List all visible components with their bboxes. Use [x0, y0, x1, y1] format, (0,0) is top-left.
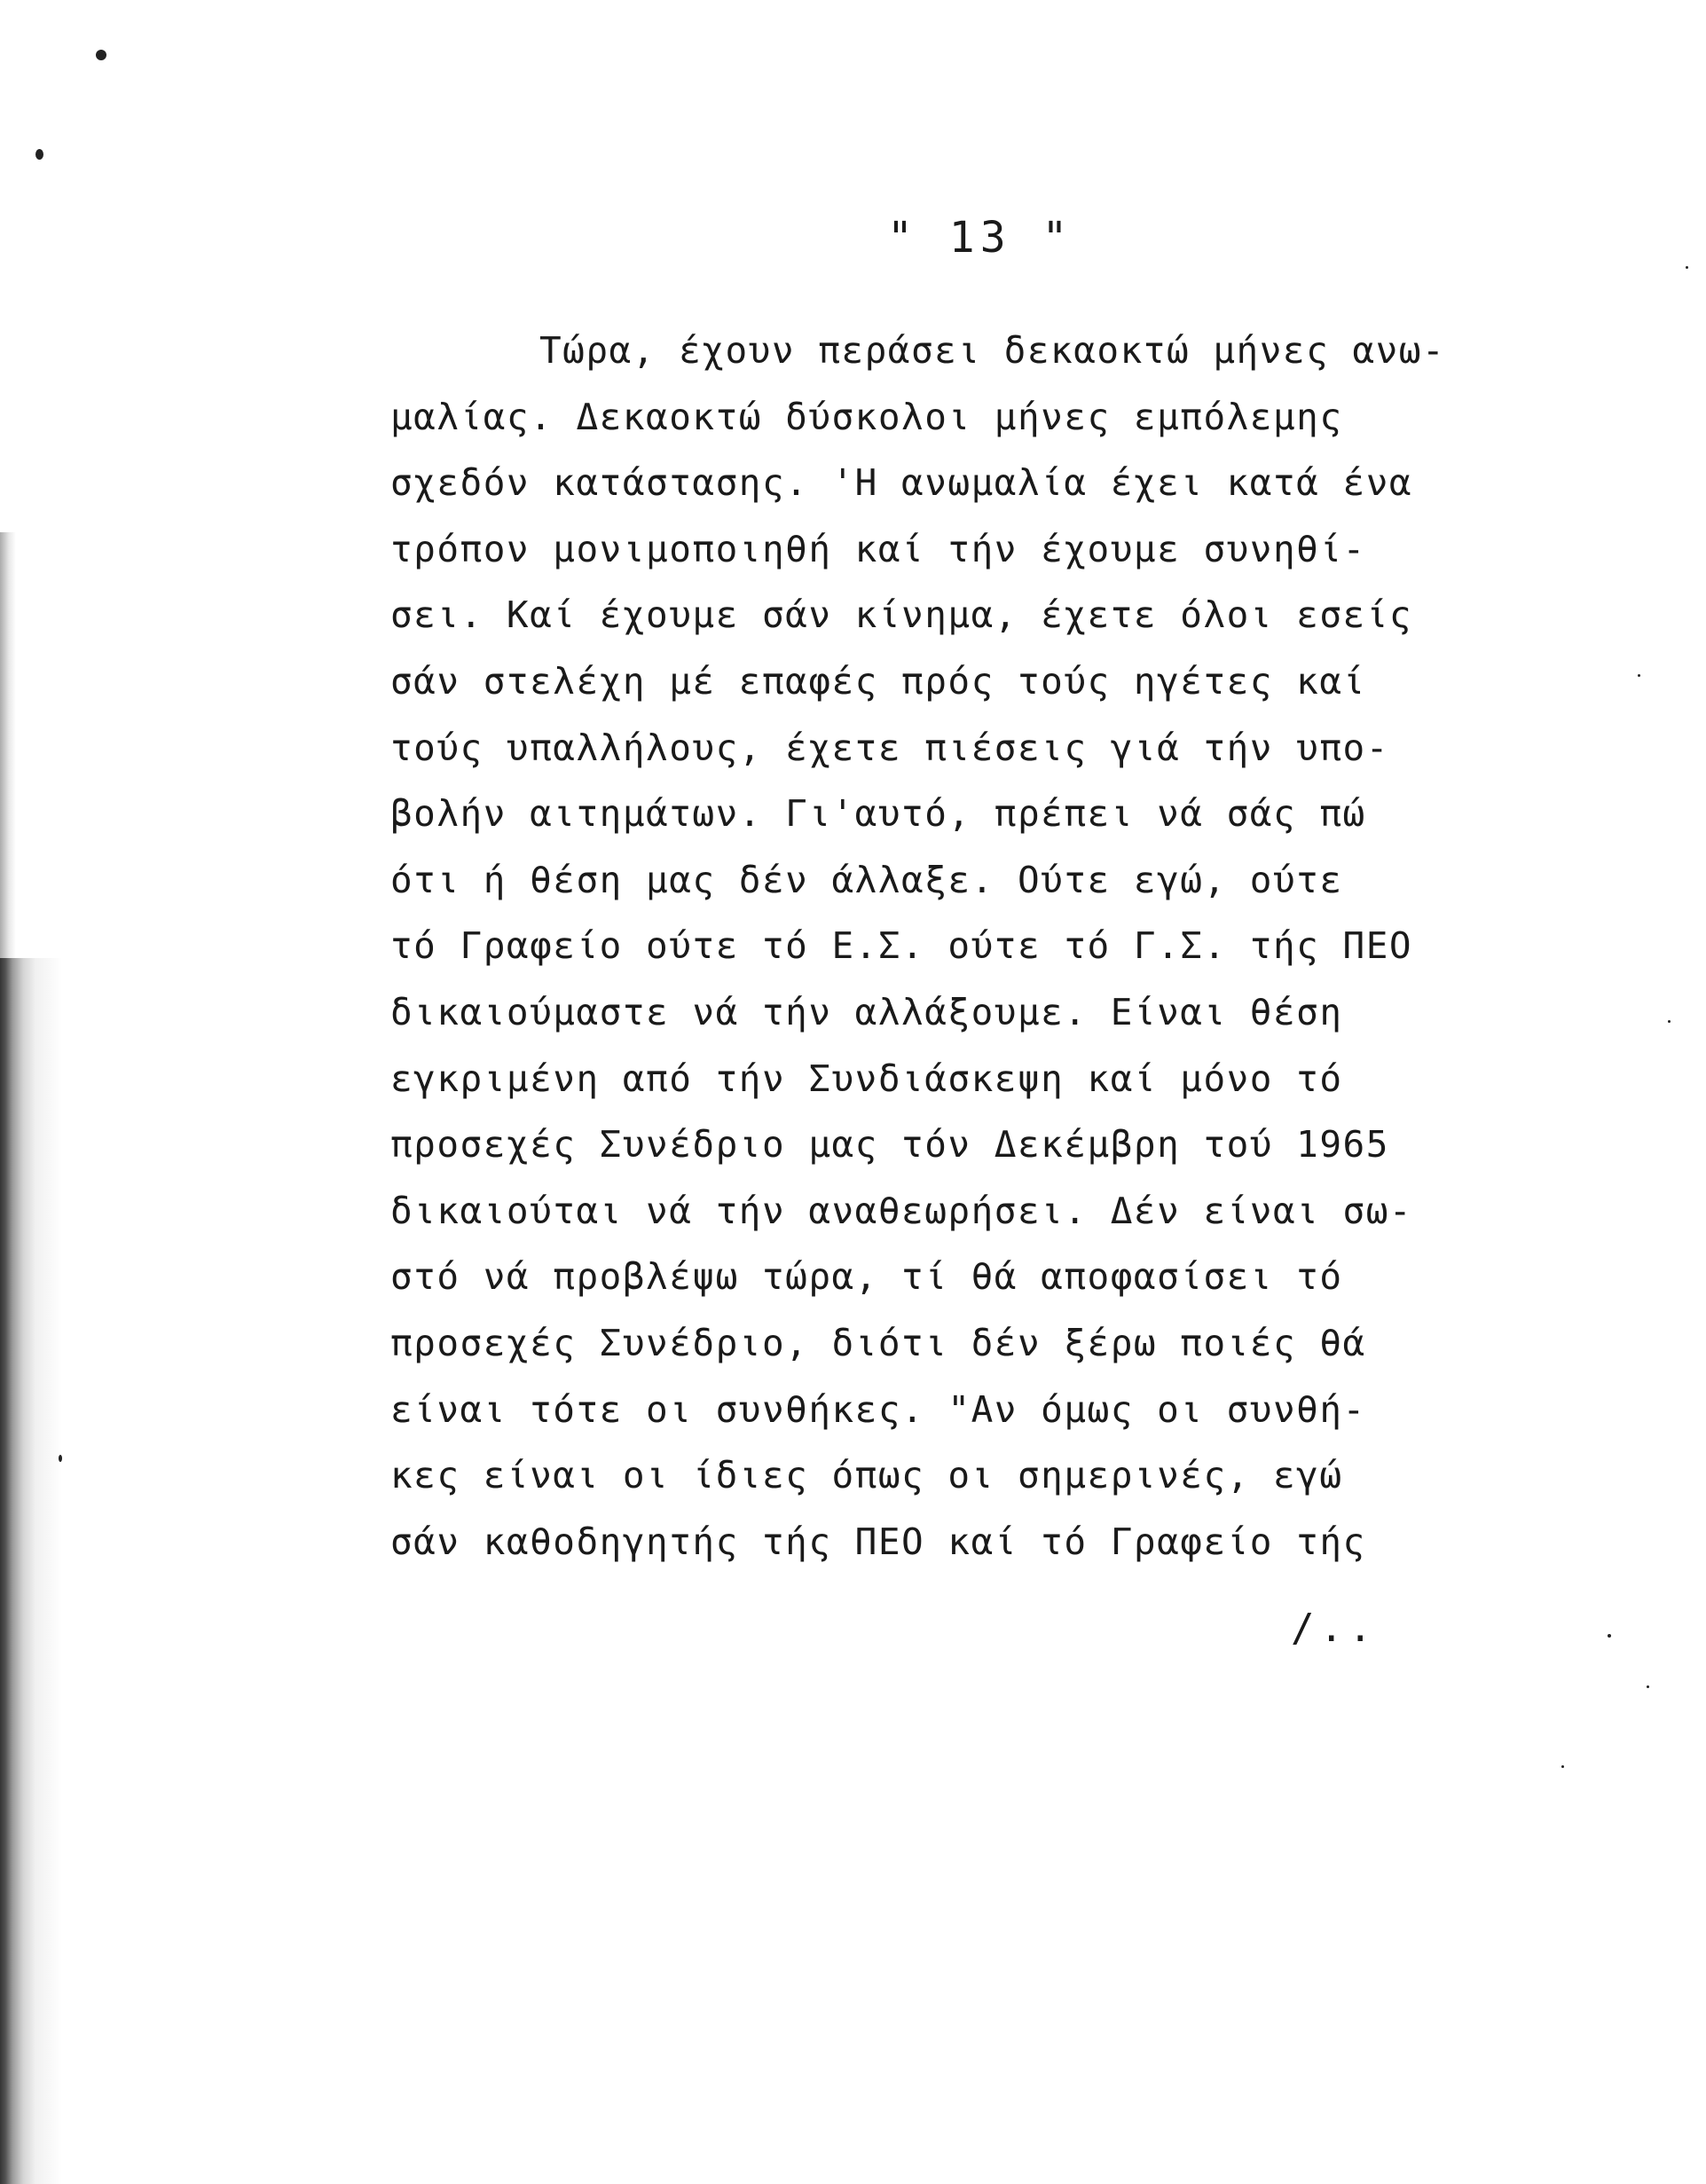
text-line: Τώρα, έχουν περάσει δεκαοκτώ μήνες ανω-: [539, 329, 1446, 372]
text-line: κες είναι οι ίδιες όπως οι σημερινές, εγώ: [390, 1454, 1343, 1497]
scan-binding-edge: [0, 958, 62, 2184]
scan-speck: [1668, 1020, 1671, 1023]
body-text: [390, 318, 1632, 1575]
text-line: προσεχές Συνέδριο μας τόν Δεκέμβρη τού 1965: [390, 1123, 1389, 1167]
text-line: προσεχές Συνέδριο, διότι δέν ξέρω ποιές θά: [390, 1321, 1366, 1364]
text-line: σάν καθοδηγητής τής ΠΕΟ καί τό Γραφείο τής: [390, 1520, 1366, 1563]
text-line: στό νά προβλέψω τώρα, τί θά αποφασίσει τό: [390, 1255, 1343, 1299]
scan-speck: [1647, 1685, 1649, 1688]
text-line: είναι τότε οι συνθήκες. "Αν όμως οι συνθή-: [390, 1387, 1366, 1431]
scan-speck: [96, 50, 106, 60]
text-line: σχεδόν κατάστασης. 'Η ανωμαλία έχει κατά ένα: [390, 461, 1413, 505]
text-line: τρόπον μονιμοποιηθή καί τήν έχουμε συνηθί-: [390, 527, 1366, 570]
text-line: βολήν αιτημάτων. Γι'αυτό, πρέπει νά σάς πώ: [390, 792, 1366, 836]
text-line: μαλίας. Δεκαοκτώ δύσκολοι μήνες εμπόλεμης: [390, 395, 1343, 438]
scan-speck: [59, 1455, 62, 1462]
text-line: εγκριμένη από τήν Συνδιάσκεψη καί μόνο τό: [390, 1057, 1343, 1100]
text-line: ότι ή θέση μας δέν άλλαξε. Ούτε εγώ, ούτε: [390, 858, 1343, 901]
text-line: τό Γραφείο ούτε τό Ε.Σ. ούτε τό Γ.Σ. τής ΠΕΟ: [390, 924, 1413, 968]
page-number: " 13 ": [887, 213, 1073, 263]
scan-speck: [1608, 1634, 1611, 1638]
scan-binding-edge-upper: [0, 532, 16, 958]
continuation-mark: /..: [1291, 1606, 1378, 1651]
scan-speck: [35, 149, 43, 160]
text-line: τούς υπαλλήλους, έχετε πιέσεις γιά τήν υπο-: [390, 726, 1389, 769]
scan-speck: [1638, 674, 1640, 677]
scan-speck: [1686, 266, 1688, 269]
text-line: σάν στελέχη μέ επαφές πρός τούς ηγέτες καί: [390, 659, 1366, 703]
text-line: δικαιούται νά τήν αναθεωρήσει. Δέν είναι σω-: [390, 1189, 1413, 1232]
text-line: σει. Καί έχουμε σάν κίνημα, έχετε όλοι εσείς: [390, 593, 1413, 637]
text-line: δικαιούμαστε νά τήν αλλάξουμε. Είναι θέση: [390, 990, 1343, 1033]
scan-speck: [1561, 1765, 1564, 1768]
